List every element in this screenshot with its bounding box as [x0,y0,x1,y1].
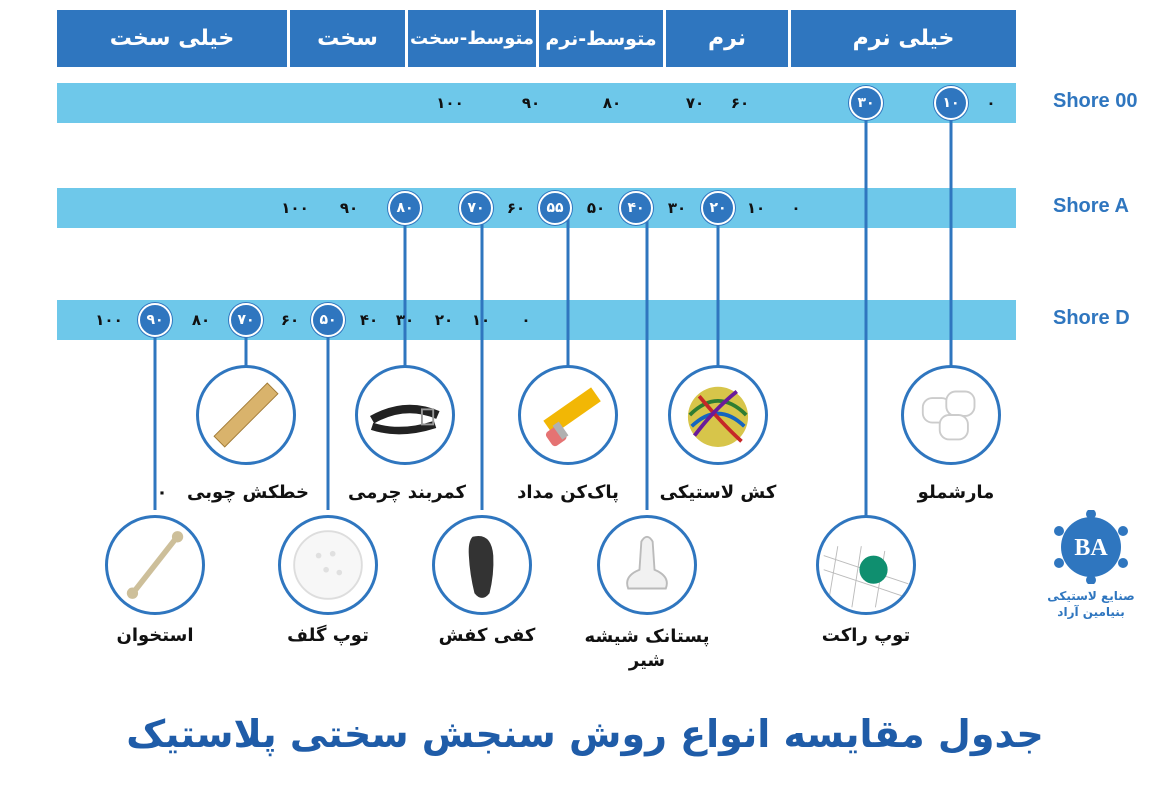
bone-icon [105,515,205,615]
page-title: جدول مقایسه انواع روش سنجش سختی پلاستیک [126,712,1044,756]
shore-d-tick: ۴۰ [359,311,379,329]
shore-a-label: Shore A [1053,195,1129,217]
shoe-sole-label: کفی کفش [438,625,536,646]
shore-a-tick: ۱۰ [746,199,766,217]
shore-d-tick: ۱۰ [471,311,491,329]
shore-00-marker: ۳۰ [849,86,883,120]
marshmallow-label: مارشملو [917,482,995,503]
shore-a-marker: ۸۰ [388,191,422,225]
shore-d-tick: ۲۰ [434,311,454,329]
shore-d-tick: ۸۰ [191,311,211,329]
eraser-label: پاک‌کن مداد [517,482,619,503]
shore-00-marker: ۱۰ [934,86,968,120]
shore-d-tick: ۶۰ [280,311,300,329]
marshmallow-icon [901,365,1001,465]
racket-ball-icon [816,515,916,615]
connector-rubber-band [717,208,720,366]
shore-a-marker: ۲۰ [701,191,735,225]
shore-a-marker: ۵۵ [538,191,572,225]
belt-label: کمربند چرمی [347,482,467,503]
shore-00-tick: ۸۰ [602,94,622,112]
golf-ball-icon [278,515,378,615]
shore-a-tick: ۱۰۰ [281,199,309,217]
logo-gear-icon [1045,510,1137,584]
wooden-ruler-icon [196,365,296,465]
shore-a-tick: ۹۰ [339,199,359,217]
bone-label: استخوان [116,625,194,646]
shore-a-marker: ۷۰ [459,191,493,225]
shore-d-tick: ۳۰ [395,311,415,329]
shore-a-marker: ۴۰ [619,191,653,225]
bottle-nipple-icon [597,515,697,615]
shoe-sole-icon [432,515,532,615]
shore-00-tick: ۱۰۰ [436,94,464,112]
shore-d-tick: ۱۰۰ [95,311,123,329]
racket-ball-label: توپ راکت [821,625,911,646]
shore-00-tick: ۶۰ [730,94,750,112]
nipple-label: پستانک شیشه شیر [584,626,710,671]
stray-zero: ۰ [156,482,168,503]
header-hard: سخت [290,10,405,67]
rubber-band-ball-icon [668,365,768,465]
shore-00-tick: ۰ [986,94,996,112]
header-medium-hard: متوسط-سخت [408,10,536,67]
shore-a-tick: ۶۰ [506,199,526,217]
shore-d-marker: ۹۰ [138,303,172,337]
header-soft: نرم [666,10,788,67]
golf-ball-label: توپ گلف [287,625,369,646]
connector-shoe-sole [481,208,484,510]
pencil-eraser-icon [518,365,618,465]
connector-marshmallow [950,103,953,380]
header-very-hard: خیلی سخت [57,10,287,67]
shore-d-marker: ۵۰ [311,303,345,337]
shore-a-band [57,188,1016,228]
shore-a-tick: ۰ [791,199,801,217]
company-logo-icon [1045,510,1137,620]
logo-line1: صنایع لاستیکی [1047,589,1135,603]
ruler-label: خطکش چوبی [187,482,309,503]
shore-a-tick: ۳۰ [667,199,687,217]
connector-nipple [646,208,649,510]
shore-d-tick: ۰ [521,311,531,329]
connector-belt [404,208,407,366]
shore-00-label: Shore 00 [1053,90,1138,112]
logo-line2: بنیامین آراد [1057,605,1125,619]
header-medium-soft: متوسط-نرم [539,10,663,67]
rubber-band-label: کش لاستیکی [659,482,777,503]
header-very-soft: خیلی نرم [791,10,1016,67]
shore-d-label: Shore D [1053,307,1130,329]
logo-mark: BA [1074,535,1108,561]
shore-00-tick: ۷۰ [685,94,705,112]
leather-belt-icon [355,365,455,465]
shore-00-tick: ۹۰ [521,94,541,112]
shore-d-marker: ۷۰ [229,303,263,337]
connector-eraser [567,208,570,366]
shore-a-tick: ۵۰ [586,199,606,217]
connector-golf-ball [327,320,330,510]
connector-racket-ball [865,103,868,533]
